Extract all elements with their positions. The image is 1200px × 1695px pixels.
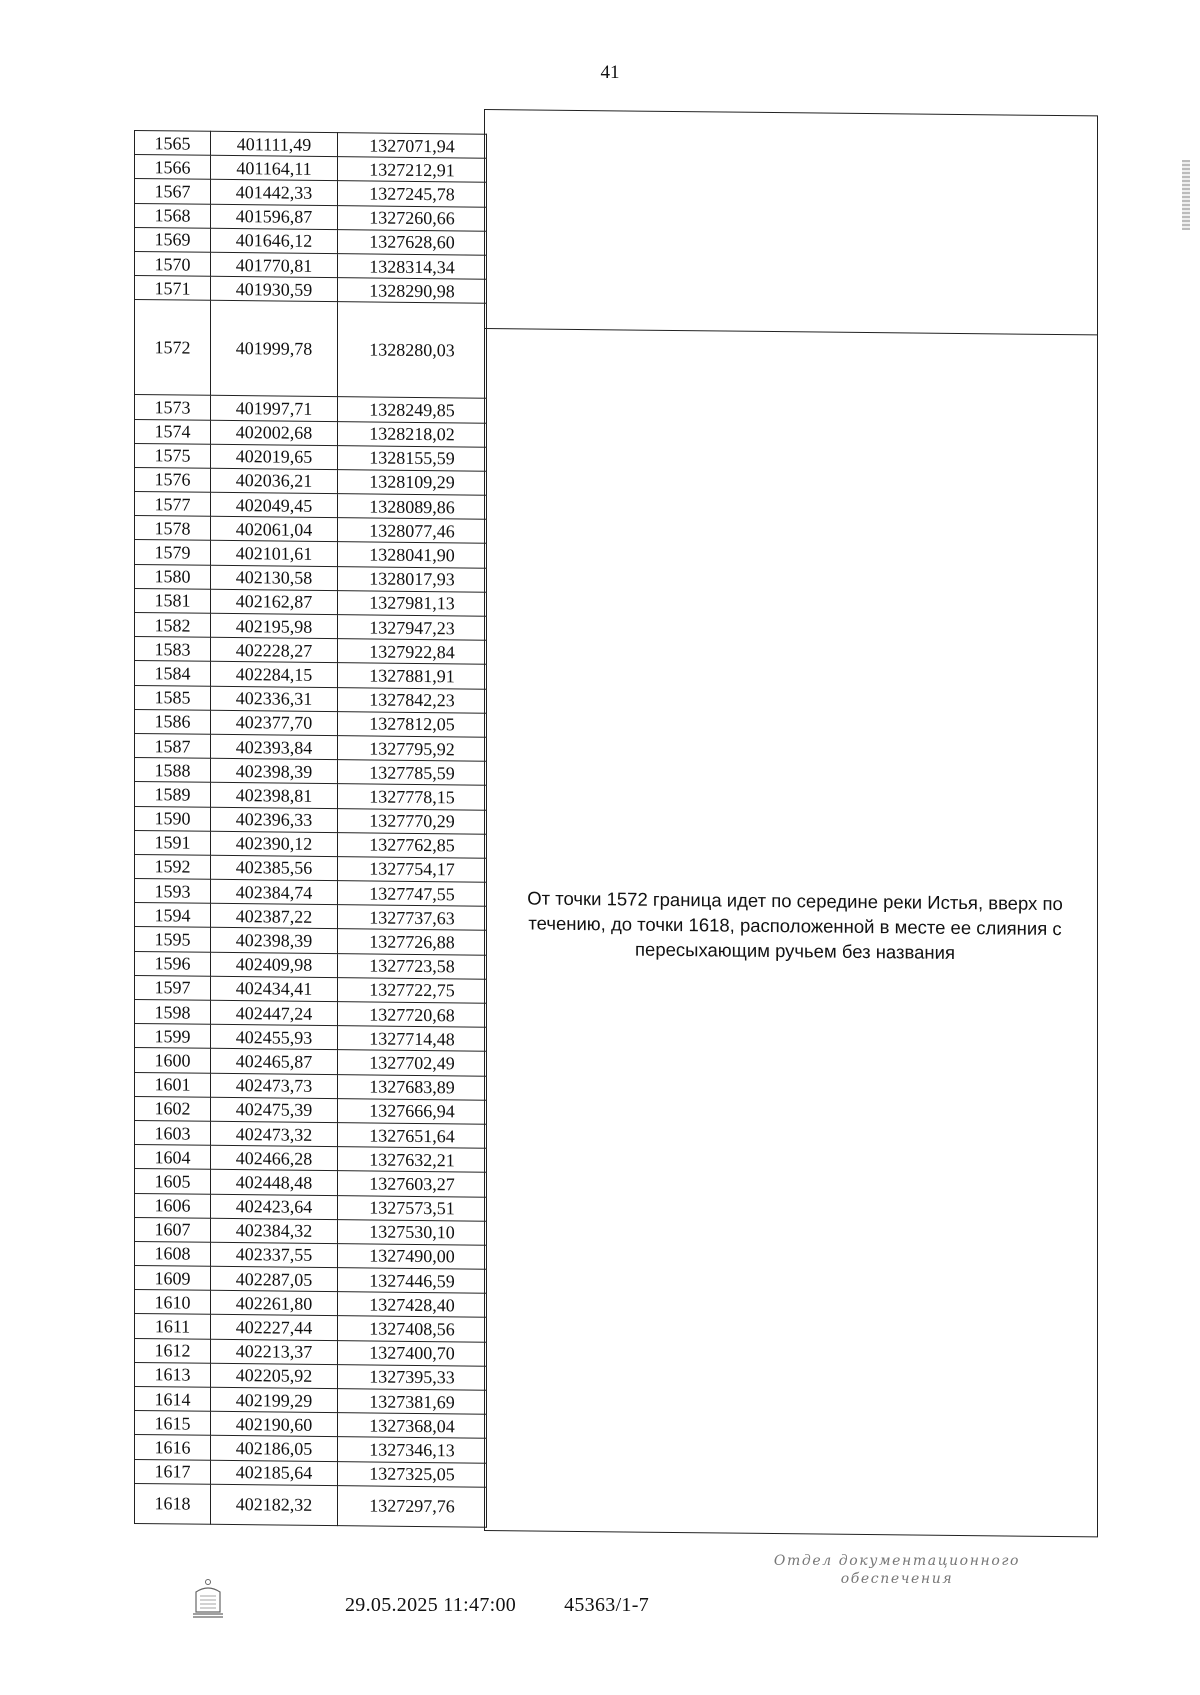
point-number-cell: 1602 — [135, 1096, 211, 1121]
coord-y-cell: 1327297,76 — [338, 1485, 487, 1527]
coord-x-cell: 402398,39 — [211, 928, 338, 954]
coord-y-cell: 1327628,60 — [338, 229, 487, 255]
table-row — [135, 1024, 487, 1052]
coord-y-cell: 1327723,58 — [338, 953, 487, 979]
coord-x-cell: 402385,56 — [211, 855, 338, 881]
point-number-cell: 1566 — [135, 155, 211, 180]
table-row — [135, 1096, 487, 1124]
coord-x-cell: 402195,98 — [211, 613, 338, 639]
coord-x-cell: 402186,05 — [211, 1436, 338, 1462]
coord-x-cell: 402455,93 — [211, 1024, 338, 1050]
table-row — [135, 685, 487, 713]
coord-y-cell: 1327260,66 — [338, 205, 487, 231]
point-number-cell: 1607 — [135, 1217, 211, 1242]
point-number-cell: 1614 — [135, 1387, 211, 1412]
description-frame — [484, 109, 1098, 1537]
table-row — [135, 758, 487, 786]
coord-x-cell: 401442,33 — [211, 180, 338, 206]
table-row — [135, 516, 487, 544]
coordinates-table-body — [135, 131, 487, 1527]
point-number-cell: 1573 — [135, 395, 211, 420]
coord-x-cell: 402447,24 — [211, 1000, 338, 1026]
coord-x-cell: 402377,70 — [211, 710, 338, 736]
coord-y-cell: 1327754,17 — [338, 857, 487, 883]
table-row — [135, 300, 487, 399]
coord-y-cell: 1327408,56 — [338, 1316, 487, 1342]
coord-y-cell: 1328314,34 — [338, 254, 487, 280]
table-row — [135, 1145, 487, 1173]
point-number-cell: 1615 — [135, 1411, 211, 1436]
table-row — [135, 203, 487, 231]
point-number-cell: 1592 — [135, 854, 211, 879]
coord-y-cell: 1327726,88 — [338, 929, 487, 955]
point-number-cell: 1601 — [135, 1072, 211, 1097]
coord-x-cell: 402409,98 — [211, 952, 338, 978]
point-number-cell: 1585 — [135, 685, 211, 710]
table-row — [135, 951, 487, 979]
point-number-cell: 1611 — [135, 1314, 211, 1339]
point-number-cell: 1569 — [135, 227, 211, 252]
coord-y-cell: 1327368,04 — [338, 1413, 487, 1439]
table-row — [135, 927, 487, 955]
coord-y-cell: 1327071,94 — [338, 133, 487, 159]
coord-x-cell: 402466,28 — [211, 1145, 338, 1171]
coord-x-cell: 401930,59 — [211, 276, 338, 302]
table-row — [135, 1169, 487, 1197]
coord-y-cell: 1328249,85 — [338, 397, 487, 423]
coord-y-cell: 1327737,63 — [338, 905, 487, 931]
table-row — [135, 564, 487, 592]
coord-y-cell: 1328280,03 — [338, 302, 487, 399]
coord-x-cell: 401997,71 — [211, 396, 338, 422]
point-number-cell: 1609 — [135, 1266, 211, 1291]
point-number-cell: 1578 — [135, 516, 211, 541]
point-number-cell: 1570 — [135, 251, 211, 276]
coord-y-cell: 1327666,94 — [338, 1098, 487, 1124]
point-number-cell: 1599 — [135, 1024, 211, 1049]
point-number-cell: 1574 — [135, 419, 211, 444]
coord-x-cell: 401596,87 — [211, 204, 338, 230]
point-number-cell: 1586 — [135, 709, 211, 734]
point-number-cell: 1608 — [135, 1241, 211, 1266]
point-number-cell: 1568 — [135, 203, 211, 228]
point-number-cell: 1600 — [135, 1048, 211, 1073]
coord-x-cell: 402130,58 — [211, 565, 338, 591]
coord-x-cell: 402049,45 — [211, 492, 338, 518]
point-number-cell: 1610 — [135, 1290, 211, 1315]
coord-x-cell: 402182,32 — [211, 1484, 338, 1525]
coord-x-cell: 402384,32 — [211, 1218, 338, 1244]
table-row — [135, 1000, 487, 1028]
coord-y-cell: 1328290,98 — [338, 278, 487, 304]
point-number-cell: 1575 — [135, 443, 211, 468]
table-row — [135, 637, 487, 665]
coord-y-cell: 1327785,59 — [338, 760, 487, 786]
point-number-cell: 1616 — [135, 1435, 211, 1460]
point-number-cell: 1582 — [135, 613, 211, 638]
point-number-cell: 1612 — [135, 1338, 211, 1363]
table-row — [135, 806, 487, 834]
coord-x-cell: 402261,80 — [211, 1291, 338, 1317]
table-row — [135, 733, 487, 761]
point-number-cell: 1606 — [135, 1193, 211, 1218]
table-row — [135, 227, 487, 255]
table-row — [135, 903, 487, 931]
coord-y-cell: 1327842,23 — [338, 687, 487, 713]
table-row — [135, 1217, 487, 1245]
table-row — [135, 1338, 487, 1366]
table-row — [135, 782, 487, 810]
department-stamp: Отдел документационного обеспечения — [773, 1553, 1021, 1587]
table-row — [135, 1362, 487, 1390]
point-number-cell: 1584 — [135, 661, 211, 686]
coord-y-cell: 1328155,59 — [338, 445, 487, 471]
point-number-cell: 1588 — [135, 758, 211, 783]
coord-x-cell: 402473,73 — [211, 1073, 338, 1099]
coord-x-cell: 402473,32 — [211, 1121, 338, 1147]
coord-x-cell: 402227,44 — [211, 1315, 338, 1341]
coord-x-cell: 402190,60 — [211, 1411, 338, 1437]
point-number-cell: 1595 — [135, 927, 211, 952]
table-row — [135, 419, 487, 447]
coord-x-cell: 402434,41 — [211, 976, 338, 1002]
coord-x-cell: 402213,37 — [211, 1339, 338, 1365]
coord-y-cell: 1327428,40 — [338, 1292, 487, 1318]
point-number-cell: 1580 — [135, 564, 211, 589]
table-row — [135, 1387, 487, 1415]
coord-x-cell: 402036,21 — [211, 468, 338, 494]
coord-x-cell: 402384,74 — [211, 879, 338, 905]
coord-y-cell: 1327603,27 — [338, 1171, 487, 1197]
coord-x-cell: 402287,05 — [211, 1266, 338, 1292]
table-row — [135, 975, 487, 1003]
coord-y-cell: 1327446,59 — [338, 1268, 487, 1294]
coord-x-cell: 402101,61 — [211, 541, 338, 567]
scan-edge-artifact — [1182, 160, 1190, 230]
stamp-datetime: 29.05.2025 11:47:00 — [345, 1594, 517, 1616]
point-number-cell: 1593 — [135, 879, 211, 904]
coord-y-cell: 1327747,55 — [338, 881, 487, 907]
coord-y-cell: 1327381,69 — [338, 1389, 487, 1415]
table-row — [135, 179, 487, 207]
table-row — [135, 540, 487, 568]
coord-x-cell: 402162,87 — [211, 589, 338, 615]
point-number-cell: 1571 — [135, 276, 211, 301]
table-row — [135, 661, 487, 689]
coord-y-cell: 1327490,00 — [338, 1244, 487, 1270]
coord-y-cell: 1328218,02 — [338, 421, 487, 447]
point-number-cell: 1565 — [135, 131, 211, 156]
coord-x-cell: 402465,87 — [211, 1049, 338, 1075]
coord-x-cell: 402205,92 — [211, 1363, 338, 1389]
coord-y-cell: 1327881,91 — [338, 663, 487, 689]
point-number-cell: 1579 — [135, 540, 211, 565]
coord-x-cell: 401111,49 — [211, 131, 338, 157]
point-number-cell: 1589 — [135, 782, 211, 807]
coord-x-cell: 402423,64 — [211, 1194, 338, 1220]
coord-x-cell: 401770,81 — [211, 252, 338, 278]
coord-x-cell: 402393,84 — [211, 734, 338, 760]
table-row — [135, 1411, 487, 1439]
coord-y-cell: 1327530,10 — [338, 1219, 487, 1245]
coord-x-cell: 401999,78 — [211, 301, 338, 397]
table-row — [135, 588, 487, 616]
coord-y-cell: 1327632,21 — [338, 1147, 487, 1173]
table-row — [135, 492, 487, 520]
coord-x-cell: 402448,48 — [211, 1170, 338, 1196]
coord-x-cell: 401164,11 — [211, 155, 338, 181]
table-row — [135, 709, 487, 737]
table-row — [135, 1120, 487, 1148]
point-number-cell: 1598 — [135, 1000, 211, 1025]
coord-y-cell: 1327651,64 — [338, 1123, 487, 1149]
coord-y-cell: 1327683,89 — [338, 1074, 487, 1100]
table-row — [135, 879, 487, 907]
coord-x-cell: 402390,12 — [211, 831, 338, 857]
description-divider — [485, 328, 1097, 335]
coord-x-cell: 402475,39 — [211, 1097, 338, 1123]
coord-y-cell: 1327812,05 — [338, 711, 487, 737]
coord-y-cell: 1327395,33 — [338, 1364, 487, 1390]
coord-y-cell: 1328077,46 — [338, 518, 487, 544]
point-number-cell: 1577 — [135, 492, 211, 517]
table-row — [135, 1483, 487, 1527]
table-row — [135, 1193, 487, 1221]
table-row — [135, 1266, 487, 1294]
point-number-cell: 1567 — [135, 179, 211, 204]
table-row — [135, 613, 487, 641]
point-number-cell: 1613 — [135, 1362, 211, 1387]
coord-x-cell: 402019,65 — [211, 444, 338, 470]
coord-y-cell: 1327722,75 — [338, 977, 487, 1003]
table-row — [135, 1072, 487, 1100]
point-number-cell: 1591 — [135, 830, 211, 855]
coord-y-cell: 1328109,29 — [338, 470, 487, 496]
coord-x-cell: 402398,81 — [211, 783, 338, 809]
table-row — [135, 1241, 487, 1269]
table-row — [135, 395, 487, 423]
coord-y-cell: 1327720,68 — [338, 1002, 487, 1028]
boundary-description: От точки 1572 граница идет по середине реки Истья, вверх по течению, до точки 1618, расположенной в месте ее слияния с пересыхающим ручьем без названия — [527, 887, 1063, 963]
document-stamp — [345, 1594, 649, 1617]
point-number-cell: 1603 — [135, 1120, 211, 1145]
emblem-icon — [190, 1578, 226, 1620]
point-number-cell: 1594 — [135, 903, 211, 928]
coord-x-cell: 402228,27 — [211, 637, 338, 663]
point-number-cell: 1576 — [135, 467, 211, 492]
coord-y-cell: 1327795,92 — [338, 736, 487, 762]
coord-x-cell: 402336,31 — [211, 686, 338, 712]
point-number-cell: 1605 — [135, 1169, 211, 1194]
coord-y-cell: 1327947,23 — [338, 615, 487, 641]
coord-y-cell: 1327325,05 — [338, 1461, 487, 1487]
table-row — [135, 1435, 487, 1463]
coord-y-cell: 1327346,13 — [338, 1437, 487, 1463]
coord-y-cell: 1327245,78 — [338, 181, 487, 207]
coord-y-cell: 1327762,85 — [338, 832, 487, 858]
point-number-cell: 1617 — [135, 1459, 211, 1484]
stamp-doc-number: 45363/1-7 — [564, 1594, 649, 1616]
point-number-cell: 1596 — [135, 951, 211, 976]
table-row — [135, 830, 487, 858]
coord-x-cell: 402002,68 — [211, 420, 338, 446]
coord-y-cell: 1328041,90 — [338, 542, 487, 568]
point-number-cell: 1572 — [135, 300, 211, 396]
coord-y-cell: 1327702,49 — [338, 1050, 487, 1076]
page-number: 41 — [600, 62, 620, 83]
coord-y-cell: 1328089,86 — [338, 494, 487, 520]
point-number-cell: 1590 — [135, 806, 211, 831]
point-number-cell: 1597 — [135, 975, 211, 1000]
point-number-cell: 1581 — [135, 588, 211, 613]
table-row — [135, 155, 487, 183]
point-number-cell: 1587 — [135, 733, 211, 758]
table-row — [135, 443, 487, 471]
coord-y-cell: 1327714,48 — [338, 1026, 487, 1052]
coord-y-cell: 1327400,70 — [338, 1340, 487, 1366]
coord-x-cell: 402387,22 — [211, 904, 338, 930]
point-number-cell: 1583 — [135, 637, 211, 662]
table-row — [135, 1314, 487, 1342]
table-row — [135, 1459, 487, 1487]
coord-x-cell: 402284,15 — [211, 662, 338, 688]
table-row — [135, 251, 487, 279]
coord-y-cell: 1327212,91 — [338, 157, 487, 183]
table-row — [135, 854, 487, 882]
coord-y-cell: 1327778,15 — [338, 784, 487, 810]
coord-x-cell: 402337,55 — [211, 1242, 338, 1268]
coord-x-cell: 402398,39 — [211, 758, 338, 784]
coord-x-cell: 402199,29 — [211, 1387, 338, 1413]
coord-y-cell: 1327573,51 — [338, 1195, 487, 1221]
coord-y-cell: 1327981,13 — [338, 590, 487, 616]
coord-y-cell: 1328017,93 — [338, 566, 487, 592]
coord-x-cell: 402185,64 — [211, 1460, 338, 1486]
point-number-cell: 1618 — [135, 1483, 211, 1524]
coord-x-cell: 402396,33 — [211, 807, 338, 833]
coord-x-cell: 401646,12 — [211, 228, 338, 254]
table-row — [135, 1290, 487, 1318]
coord-y-cell: 1327922,84 — [338, 639, 487, 665]
coord-x-cell: 402061,04 — [211, 517, 338, 543]
table-row — [135, 1048, 487, 1076]
coord-y-cell: 1327770,29 — [338, 808, 487, 834]
table-row — [135, 276, 487, 304]
table-row — [135, 467, 487, 495]
table-row — [135, 131, 487, 159]
point-number-cell: 1604 — [135, 1145, 211, 1170]
coordinates-table — [134, 130, 487, 1527]
